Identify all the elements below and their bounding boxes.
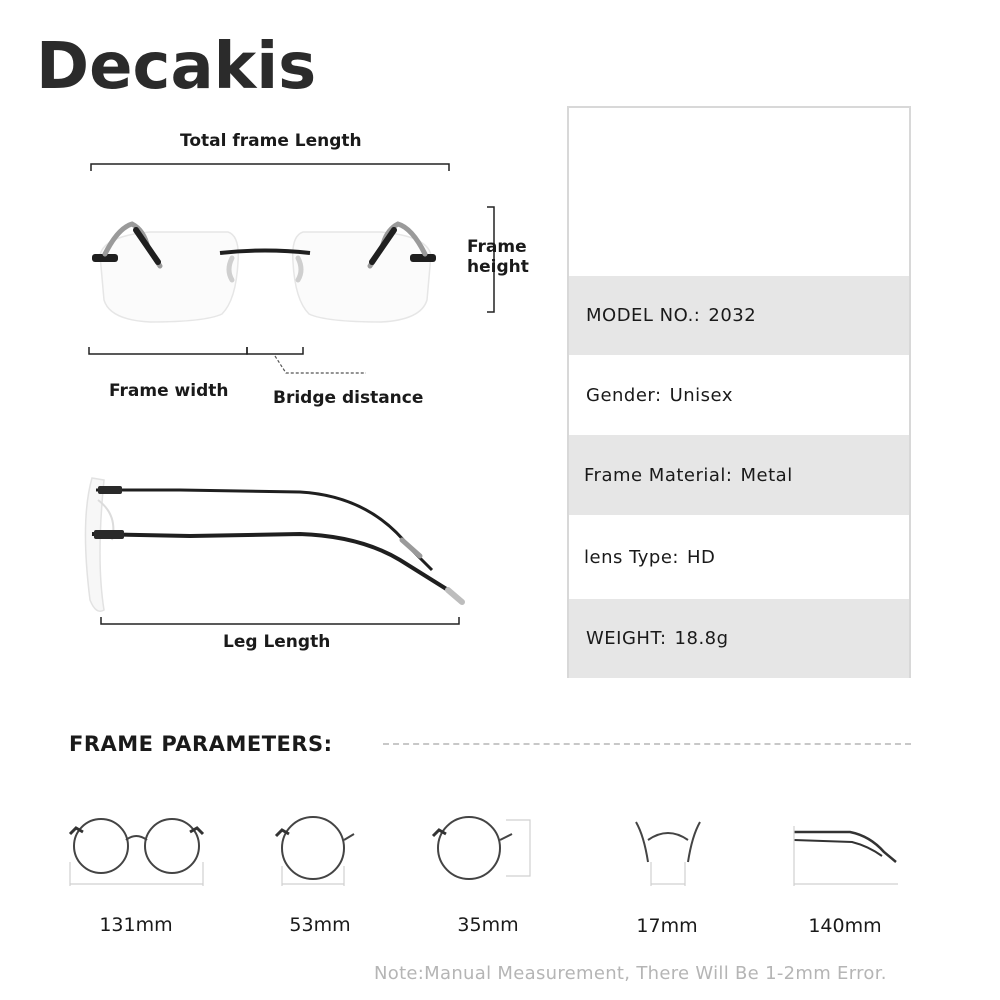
spec-value: HD xyxy=(687,546,716,568)
bridge-distance-label: Bridge distance xyxy=(273,388,424,408)
spec-key: MODEL NO.: xyxy=(586,305,701,326)
spec-key: WEIGHT: xyxy=(586,628,667,649)
measurement-note: Note:Manual Measurement, There Will Be 1-2mm Error. xyxy=(374,963,887,984)
param-lens-width: 53mm xyxy=(289,914,351,936)
frame-parameters-title: FRAME PARAMETERS: xyxy=(69,732,333,756)
frame-width-label: Frame width xyxy=(109,381,229,401)
frame-height-label-line2: height xyxy=(467,257,529,277)
spec-key: lens Type: xyxy=(584,546,679,568)
spec-value: 18.8g xyxy=(674,628,729,649)
brand-logo: Decakis xyxy=(36,30,317,104)
param-bridge: 17mm xyxy=(636,915,698,937)
param-total-width: 131mm xyxy=(99,914,173,936)
leg-length-label: Leg Length xyxy=(223,632,331,652)
spec-value: Metal xyxy=(740,464,793,486)
spec-value: Unisex xyxy=(669,384,733,406)
param-temple-length: 140mm xyxy=(808,915,882,937)
param-lens-height: 35mm xyxy=(457,914,519,936)
spec-key: Gender: xyxy=(586,384,662,406)
spec-key: Frame Material: xyxy=(584,464,733,486)
total-length-label: Total frame Length xyxy=(180,131,362,151)
frame-height-label-line1: Frame xyxy=(467,237,527,257)
spec-value: 2032 xyxy=(708,305,757,326)
